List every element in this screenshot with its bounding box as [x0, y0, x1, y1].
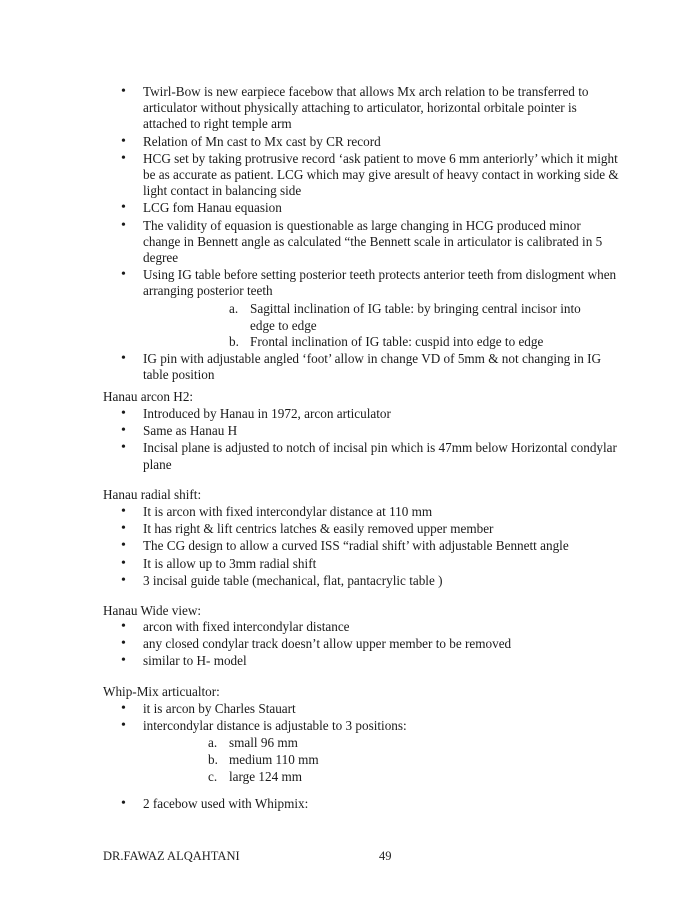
sub-list-item [0, 301, 700, 318]
list-item: • similar to H- model [0, 653, 700, 669]
list-item: • Using IG table before setting posterior teeth protects anterior teeth from dislogment when arranging posterior teeth [0, 267, 700, 299]
list-item: • It has right & lift centrics latches & easily removed upper member [0, 521, 700, 537]
sub-item-letter: b. [229, 333, 239, 349]
bullet-list [0, 701, 700, 734]
list-item: • 2 facebow used with Whipmix: [0, 796, 700, 812]
list-item: • Incisal plane is adjusted to notch of incisal pin which is 47mm below Horizontal condylar plane [0, 440, 700, 472]
list-item: • The validity of equasion is questionable as large changing in HCG produced minor change in Bennett angle as calculated “the Bennett scale in articulator is calibrated in 5 degree [0, 218, 700, 267]
sub-list-item [0, 769, 700, 786]
list-item: • It is arcon with fixed intercondylar distance at 110 mm [0, 504, 700, 520]
list-item: • 3 incisal guide table (mechanical, flat, pantacrylic table ) [0, 573, 700, 589]
sub-item-text: small 96 mm [229, 735, 298, 751]
bullet-list [0, 619, 700, 670]
bullet-list [0, 84, 700, 300]
footer-page-number: 49 [379, 849, 392, 863]
sub-item-text: Frontal inclination of IG table: cuspid into edge to edge [250, 333, 544, 349]
list-item: • Introduced by Hanau in 1972, arcon articulator [0, 406, 700, 422]
list-item: • Same as Hanau H [0, 423, 700, 439]
bullet-list [0, 796, 700, 812]
sub-item-text: large 124 mm [229, 769, 303, 785]
section-heading: Hanau radial shift: [103, 487, 202, 502]
section-radial-shift [0, 504, 700, 590]
bullet-list [0, 406, 700, 473]
list-item: • Relation of Mn cast to Mx cast by CR record [0, 134, 700, 150]
sub-item-letter: b. [208, 752, 218, 768]
sub-item-letter: a. [229, 300, 239, 316]
section-wide-view [0, 619, 700, 671]
list-item: • It is allow up to 3mm radial shift [0, 556, 700, 572]
sub-item-letter: c. [208, 769, 218, 785]
list-item: • it is arcon by Charles Stauart [0, 701, 700, 717]
section-facebow-list [0, 84, 700, 384]
section-whip-mix [0, 701, 700, 786]
list-item: • intercondylar distance is adjustable to 3 positions: [0, 718, 700, 734]
section-heading: Whip-Mix articualtor: [103, 684, 220, 699]
section-heading: Hanau arcon H2: [103, 389, 194, 404]
sub-item-letter: a. [208, 735, 218, 751]
section-whip-mix-last [0, 796, 700, 813]
section-hanau-h2 [0, 406, 700, 474]
sub-item-text: edge to edge [250, 317, 317, 333]
sub-list-item [0, 735, 700, 752]
sub-list-item [0, 752, 700, 769]
list-item: • Twirl-Bow is new earpiece facebow that allows Mx arch relation to be transferred to articulator without physically attaching to articulator, horizontal orbitale pointer is attached to right temple arm [0, 84, 700, 133]
list-item: • HCG set by taking protrusive record ‘ask patient to move 6 mm anteriorly’ which it might be as accurate as patient. LCG which may give aresult of heavy contact in working side & light contact in balancing side [0, 151, 700, 200]
list-item: • LCG fom Hanau equasion [0, 200, 700, 216]
list-item: • arcon with fixed intercondylar distance [0, 619, 700, 635]
section-heading: Hanau Wide view: [103, 603, 202, 618]
bullet-list [0, 504, 700, 589]
sub-item-text: Sagittal inclination of IG table: by bringing central incisor into [250, 300, 581, 316]
sub-list-item-continuation [0, 318, 700, 334]
list-item: • any closed condylar track doesn’t allow upper member to be removed [0, 636, 700, 652]
sub-list-item [0, 334, 700, 351]
list-item: • The CG design to allow a curved ISS “radial shift’ with adjustable Bennett angle [0, 538, 700, 554]
footer-author: DR.FAWAZ ALQAHTANI [103, 849, 240, 863]
bullet-list [0, 351, 700, 383]
list-item: • IG pin with adjustable angled ‘foot’ allow in change VD of 5mm & not changing in IG table position [0, 351, 700, 383]
sub-item-text: medium 110 mm [229, 752, 319, 768]
